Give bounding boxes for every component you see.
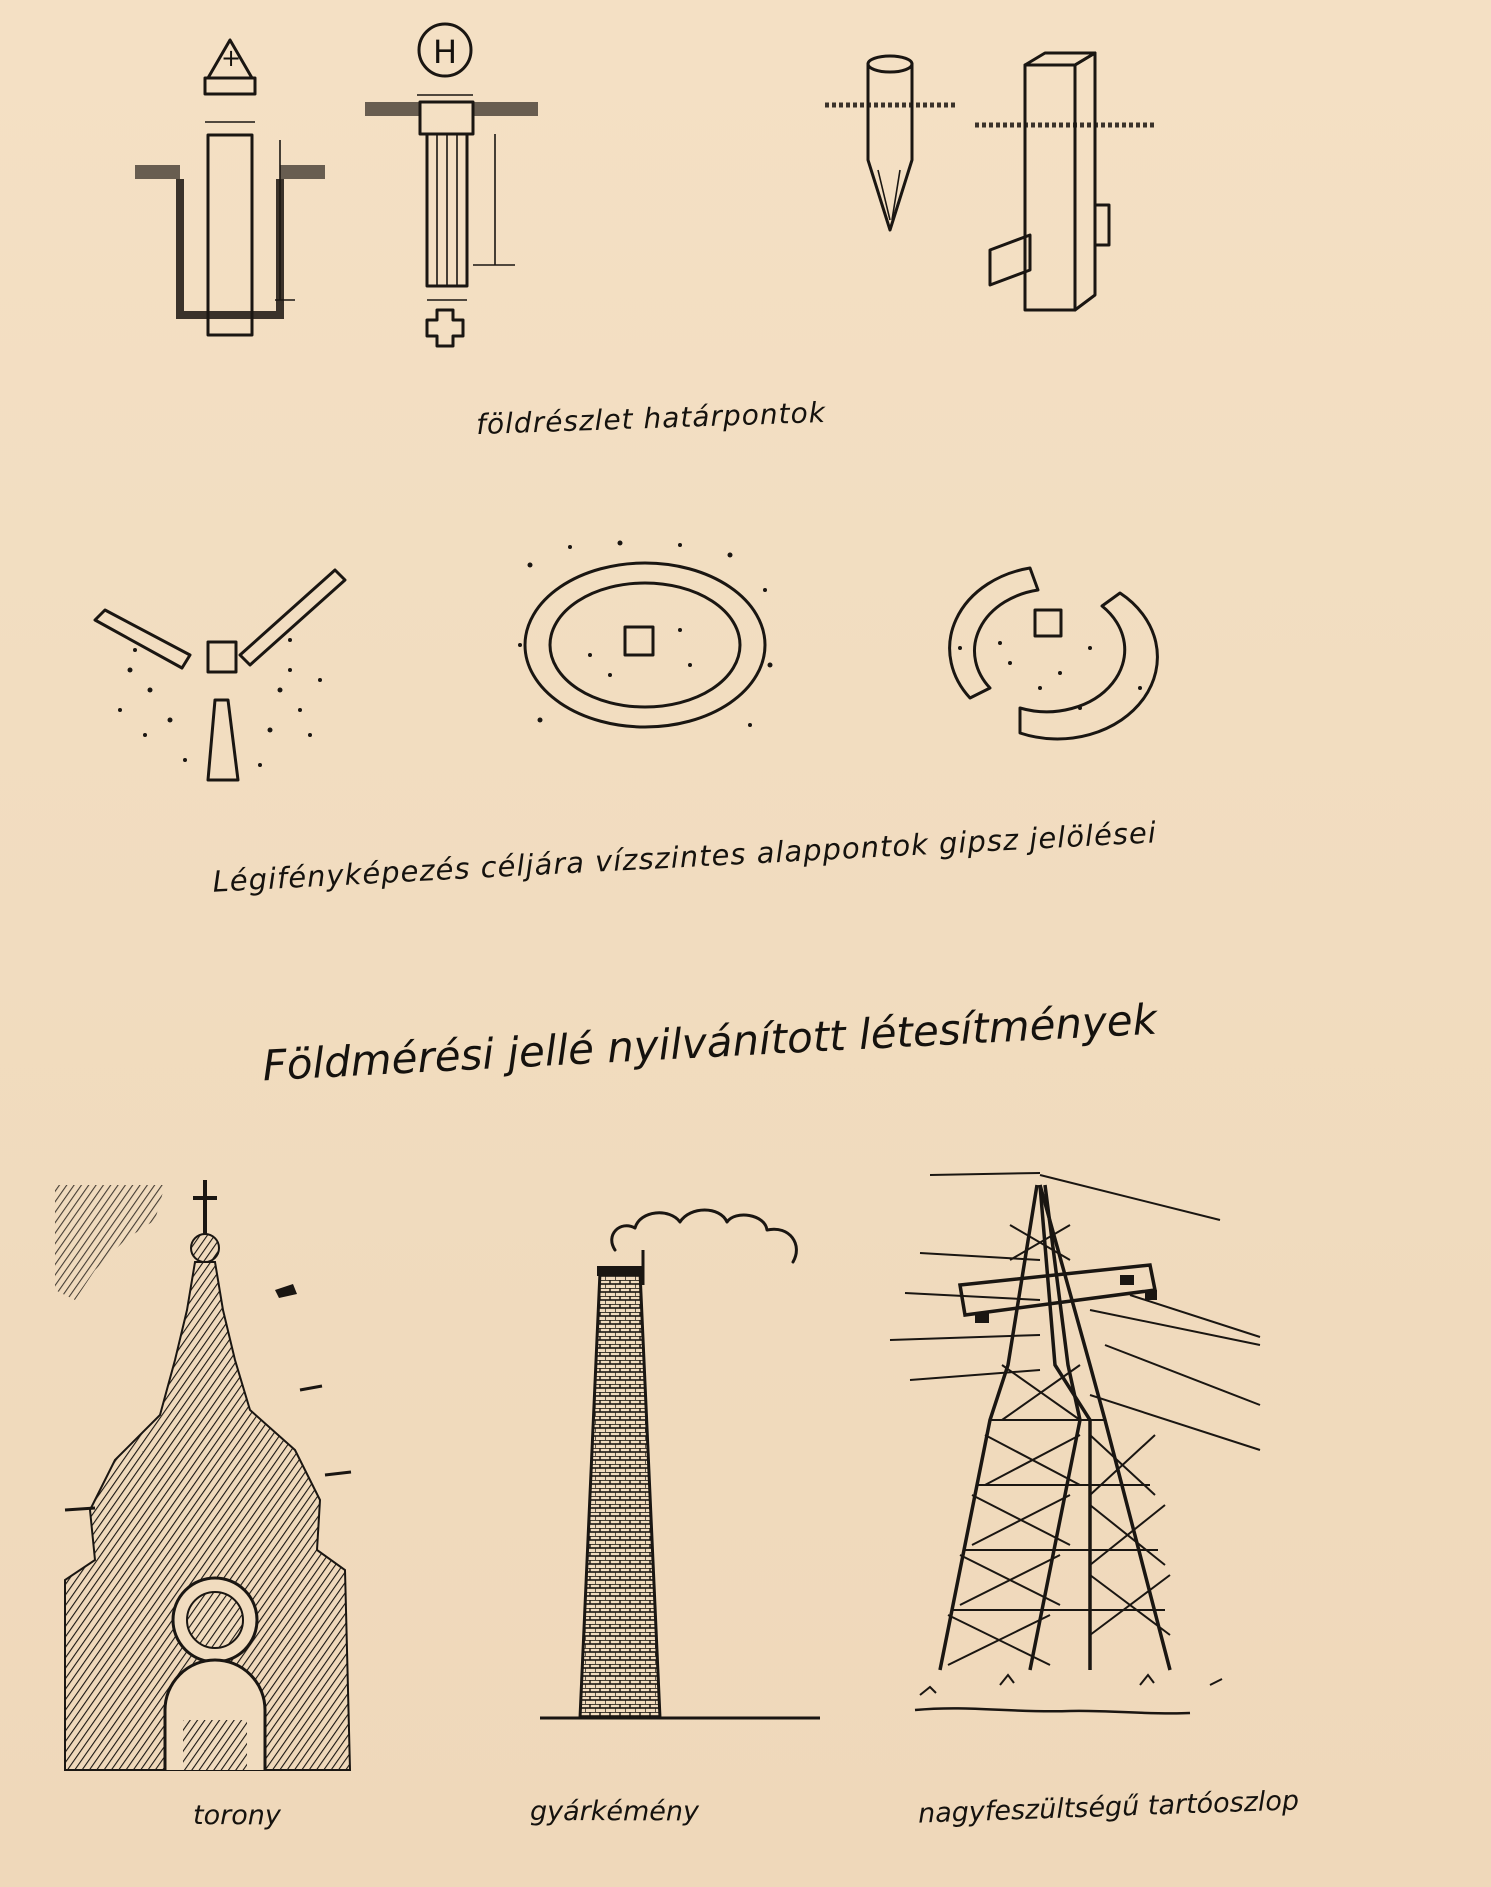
boundary-points-caption: földrészlet határpontok [475, 395, 827, 442]
church-tower-illustration [55, 1180, 365, 1770]
plus-sign-label: + [221, 44, 242, 72]
pylon-caption: nagyfeszültségű tartóoszlop [917, 1785, 1300, 1830]
chimney-caption: gyárkémény [530, 1796, 700, 1827]
concrete-post-diagram [975, 45, 1165, 315]
factory-chimney-illustration [535, 1200, 825, 1720]
plaster-mark-ring [510, 535, 780, 745]
wooden-stake-diagram [820, 50, 960, 240]
power-pylon-illustration [890, 1165, 1270, 1735]
tower-caption: torony [193, 1800, 281, 1831]
section-title: Földmérési jellé nyilvánított létesítmények [261, 994, 1159, 1091]
plaster-mark-three-arms [90, 560, 350, 790]
aerial-marks-caption: Légifényképezés céljára vízszintes alappontok gipsz jelölései [211, 815, 1158, 899]
h-sign-label: H [433, 33, 458, 71]
boundary-stone-plus-diagram [130, 40, 330, 340]
plaster-mark-split-ring [930, 548, 1170, 748]
